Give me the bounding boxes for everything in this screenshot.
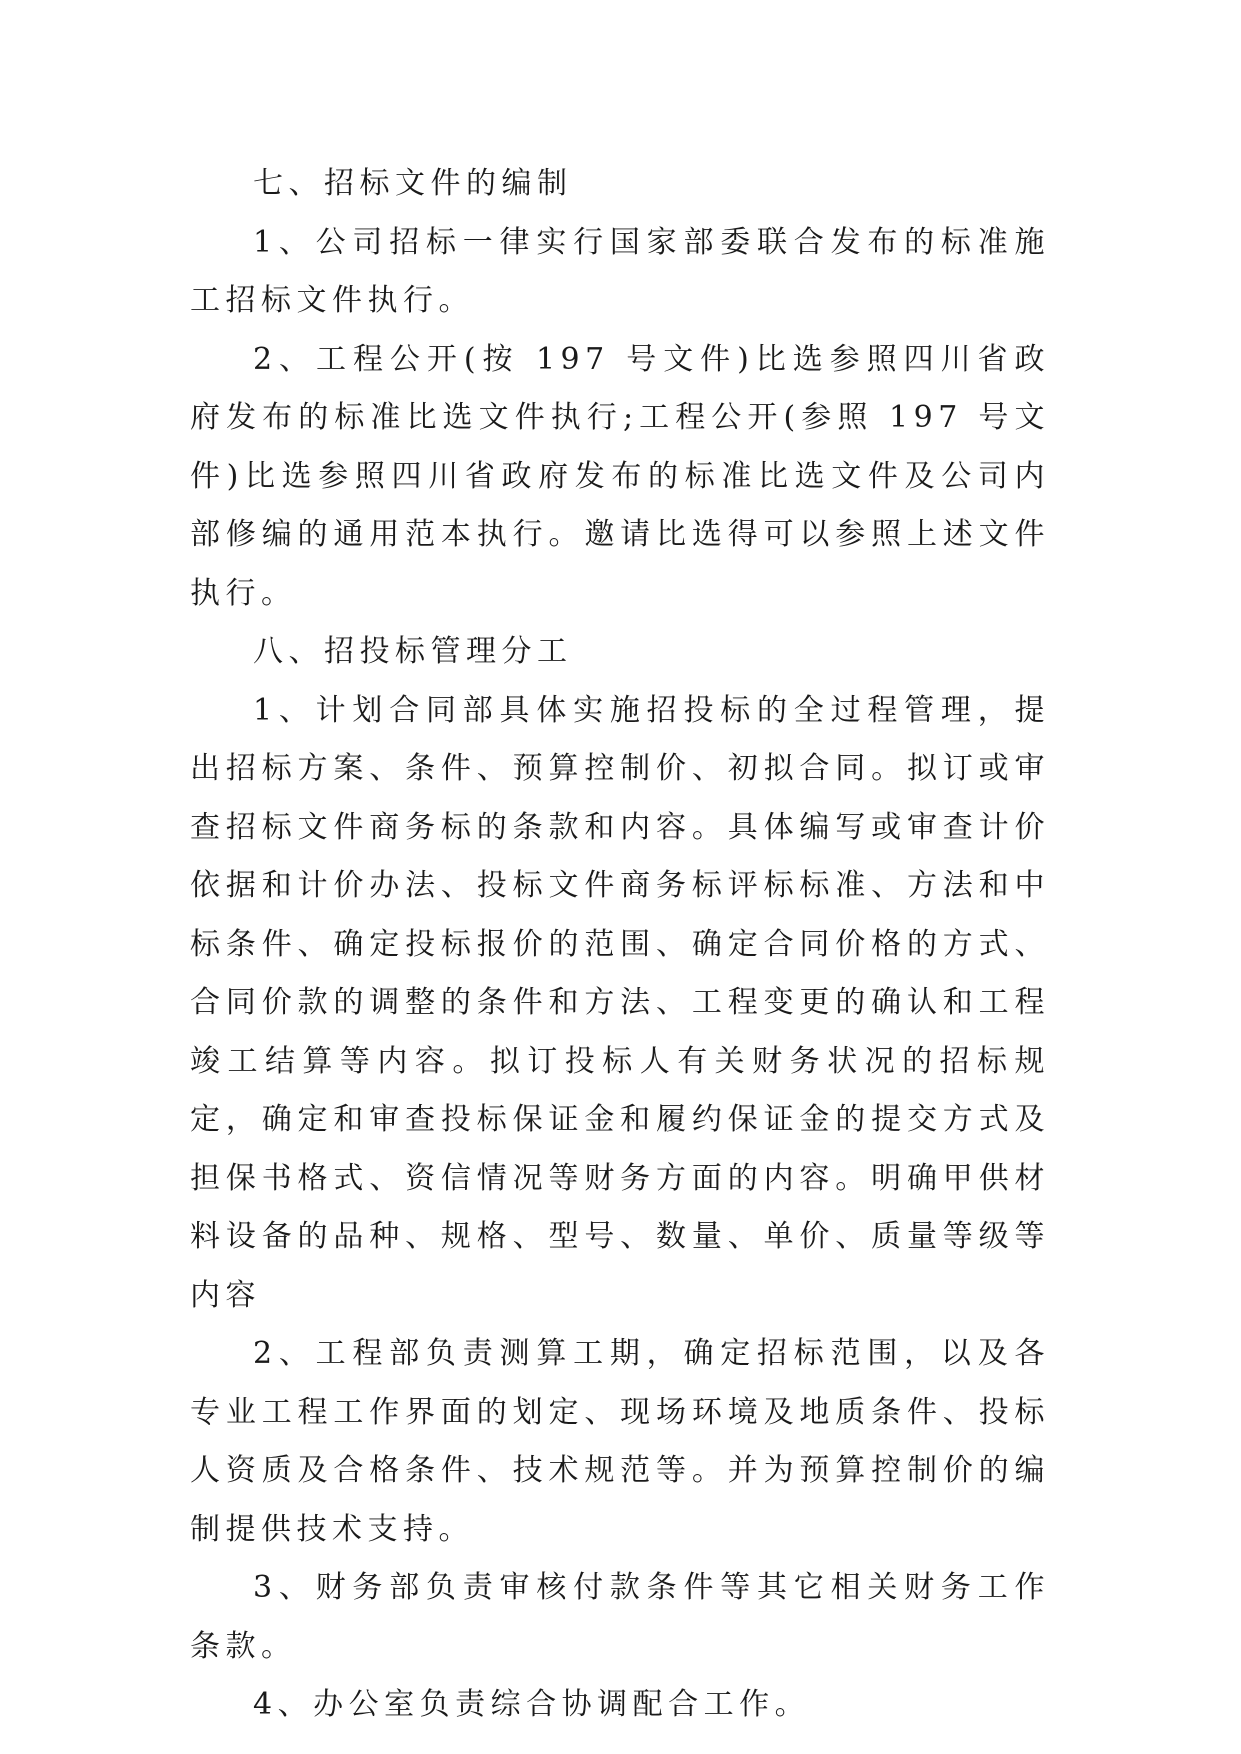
section-7-item-2: 2、工程公开(按 197 号文件)比选参照四川省政府发布的标准比选文件执行;工程公开(参照 197 号文件)比选参照四川省政府发布的标准比选文件及公司内部修编的通用范本执行。邀请比选得可以参照上述文件执行。 (190, 341, 1050, 611)
section-7-heading: 七、招标文件的编制 (253, 166, 573, 201)
document-page (190, 155, 1050, 1735)
section-8-item-4: 4、办公室负责综合协调配合工作。 (253, 1687, 811, 1722)
section-8-item-2: 2、工程部负责测算工期，确定招标范围，以及各专业工程工作界面的划定、现场环境及地质条件、投标人资质及合格条件、技术规范等。并为预算控制价的编制提供技术支持。 (190, 1336, 1050, 1547)
section-8-item-3: 3、财务部负责审核付款条件等其它相关财务工作条款。 (190, 1570, 1050, 1664)
section-7-item-1: 1、公司招标一律实行国家部委联合发布的标准施工招标文件执行。 (190, 224, 1050, 318)
section-8-heading: 八、招投标管理分工 (253, 634, 573, 669)
section-8-item-1: 1、计划合同部具体实施招投标的全过程管理，提出招标方案、条件、预算控制价、初拟合同。拟订或审查招标文件商务标的条款和内容。具体编写或审查计价依据和计价办法、投标文件商务标评标标准、方法和中标条件、确定投标报价的范围、确定合同价格的方式、合同价款的调整的条件和方法、工程变更的确认和工程竣工结算等内容。拟订投标人有关财务状况的招标规定，确定和审查投标保证金和履约保证金的提交方式及担保书格式、资信情况等财务方面的内容。明确甲供材料设备的品种、规格、型号、数量、单价、质量等级等内容 (190, 692, 1050, 1313)
